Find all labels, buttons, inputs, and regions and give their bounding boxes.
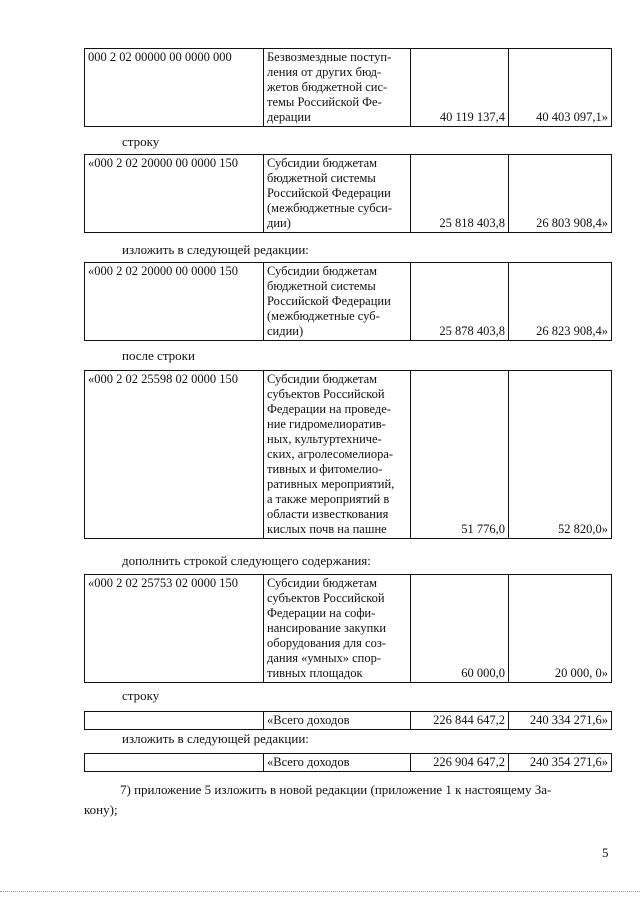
name-line: бюджетной системы [267,279,376,293]
label-posle-stroki: после строки [122,348,195,363]
label-stroku-2: строку [122,688,160,703]
row-value-1: 40 119 137,4 [411,49,509,127]
name-line: ративных мероприятий, [267,477,395,491]
row-value-2: 52 820,0» [509,371,612,539]
name-line: «Всего доходов [267,713,350,727]
row-value-2: 240 334 271,6» [509,712,612,730]
row-name [264,754,411,772]
table-row-6 [84,711,612,730]
name-line: а также мероприятий в [267,492,390,506]
name-line: дии) [267,216,291,230]
name-line: сидии) [267,324,304,338]
row-name [264,575,411,683]
label-stroku: строку [122,134,160,149]
row-code [85,754,264,772]
paragraph-line-2: кону); [84,802,118,817]
row-value-2: 20 000, 0» [509,575,612,683]
row-code: 000 2 02 00000 00 0000 000 [85,49,264,127]
row-name [264,712,411,730]
name-line: ления от других бюд- [267,65,382,79]
name-line: (межбюджетные субси- [267,201,392,215]
name-line: «Всего доходов [267,755,350,769]
name-line: Безвозмездные поступ- [267,50,392,64]
page-bottom-divider [0,891,640,892]
label-izlozhit: изложить в следующей редакции: [122,242,309,257]
name-line: Российской Федерации [267,186,391,200]
row-value-1: 226 844 647,2 [411,712,509,730]
name-line: (межбюджетные суб- [267,309,380,323]
row-value-2: 26 803 908,4» [509,155,612,233]
name-line: Субсидии бюджетам [267,264,378,278]
table-row-3 [84,262,612,341]
name-line: нансирование закупки [267,621,387,635]
row-value-1: 51 776,0 [411,371,509,539]
name-line: Субсидии бюджетам [267,372,378,386]
row-name [264,155,411,233]
name-line: субъектов Российской [267,591,385,605]
label-izlozhit-2: изложить в следующей редакции: [122,731,309,746]
row-code: «000 2 02 20000 00 0000 150 [85,263,264,341]
row-value-2: 40 403 097,1» [509,49,612,127]
name-line: области известкования [267,507,389,521]
row-code [85,712,264,730]
name-line: жетов бюджетной сис- [267,80,388,94]
paragraph-line-1: 7) приложение 5 изложить в новой редакции (приложение 1 к настоящему За- [120,782,552,797]
name-line: тивных площадок [267,666,363,680]
name-line: темы Российской Фе- [267,95,382,109]
table-row-5 [84,574,612,683]
row-value-1: 25 818 403,8 [411,155,509,233]
row-name [264,263,411,341]
page-number: 5 [602,845,609,860]
row-value-2: 240 354 271,6» [509,754,612,772]
name-line: оборудования для соз- [267,636,386,650]
row-name [264,371,411,539]
row-value-1: 226 904 647,2 [411,754,509,772]
name-line: Российской Федерации [267,294,391,308]
row-value-2: 26 823 908,4» [509,263,612,341]
row-value-1: 25 878 403,8 [411,263,509,341]
row-code: «000 2 02 25753 02 0000 150 [85,575,264,683]
table-row-2 [84,154,612,233]
name-line: Субсидии бюджетам [267,576,378,590]
name-line: Субсидии бюджетам [267,156,378,170]
name-line: кислых почв на пашне [267,522,387,536]
table-row-7 [84,753,612,772]
name-line: дерации [267,110,311,124]
name-line: Федерации на проведе- [267,402,391,416]
table-row-4 [84,370,612,539]
name-line: дания «умных» спор- [267,651,382,665]
table-row-1 [84,48,612,127]
name-line: бюджетной системы [267,171,376,185]
label-dopolnit: дополнить строкой следующего содержания: [122,553,371,568]
name-line: Федерации на софи- [267,606,376,620]
row-value-1: 60 000,0 [411,575,509,683]
name-line: ных, культуртехниче- [267,432,382,446]
name-line: ских, агролесомелиора- [267,447,394,461]
name-line: тивных и фитомелио- [267,462,383,476]
row-code: «000 2 02 25598 02 0000 150 [85,371,264,539]
name-line: субъектов Российской [267,387,385,401]
paragraph-7 [84,780,610,820]
row-name [264,49,411,127]
name-line: ние гидромелиоратив- [267,417,386,431]
row-code: «000 2 02 20000 00 0000 150 [85,155,264,233]
